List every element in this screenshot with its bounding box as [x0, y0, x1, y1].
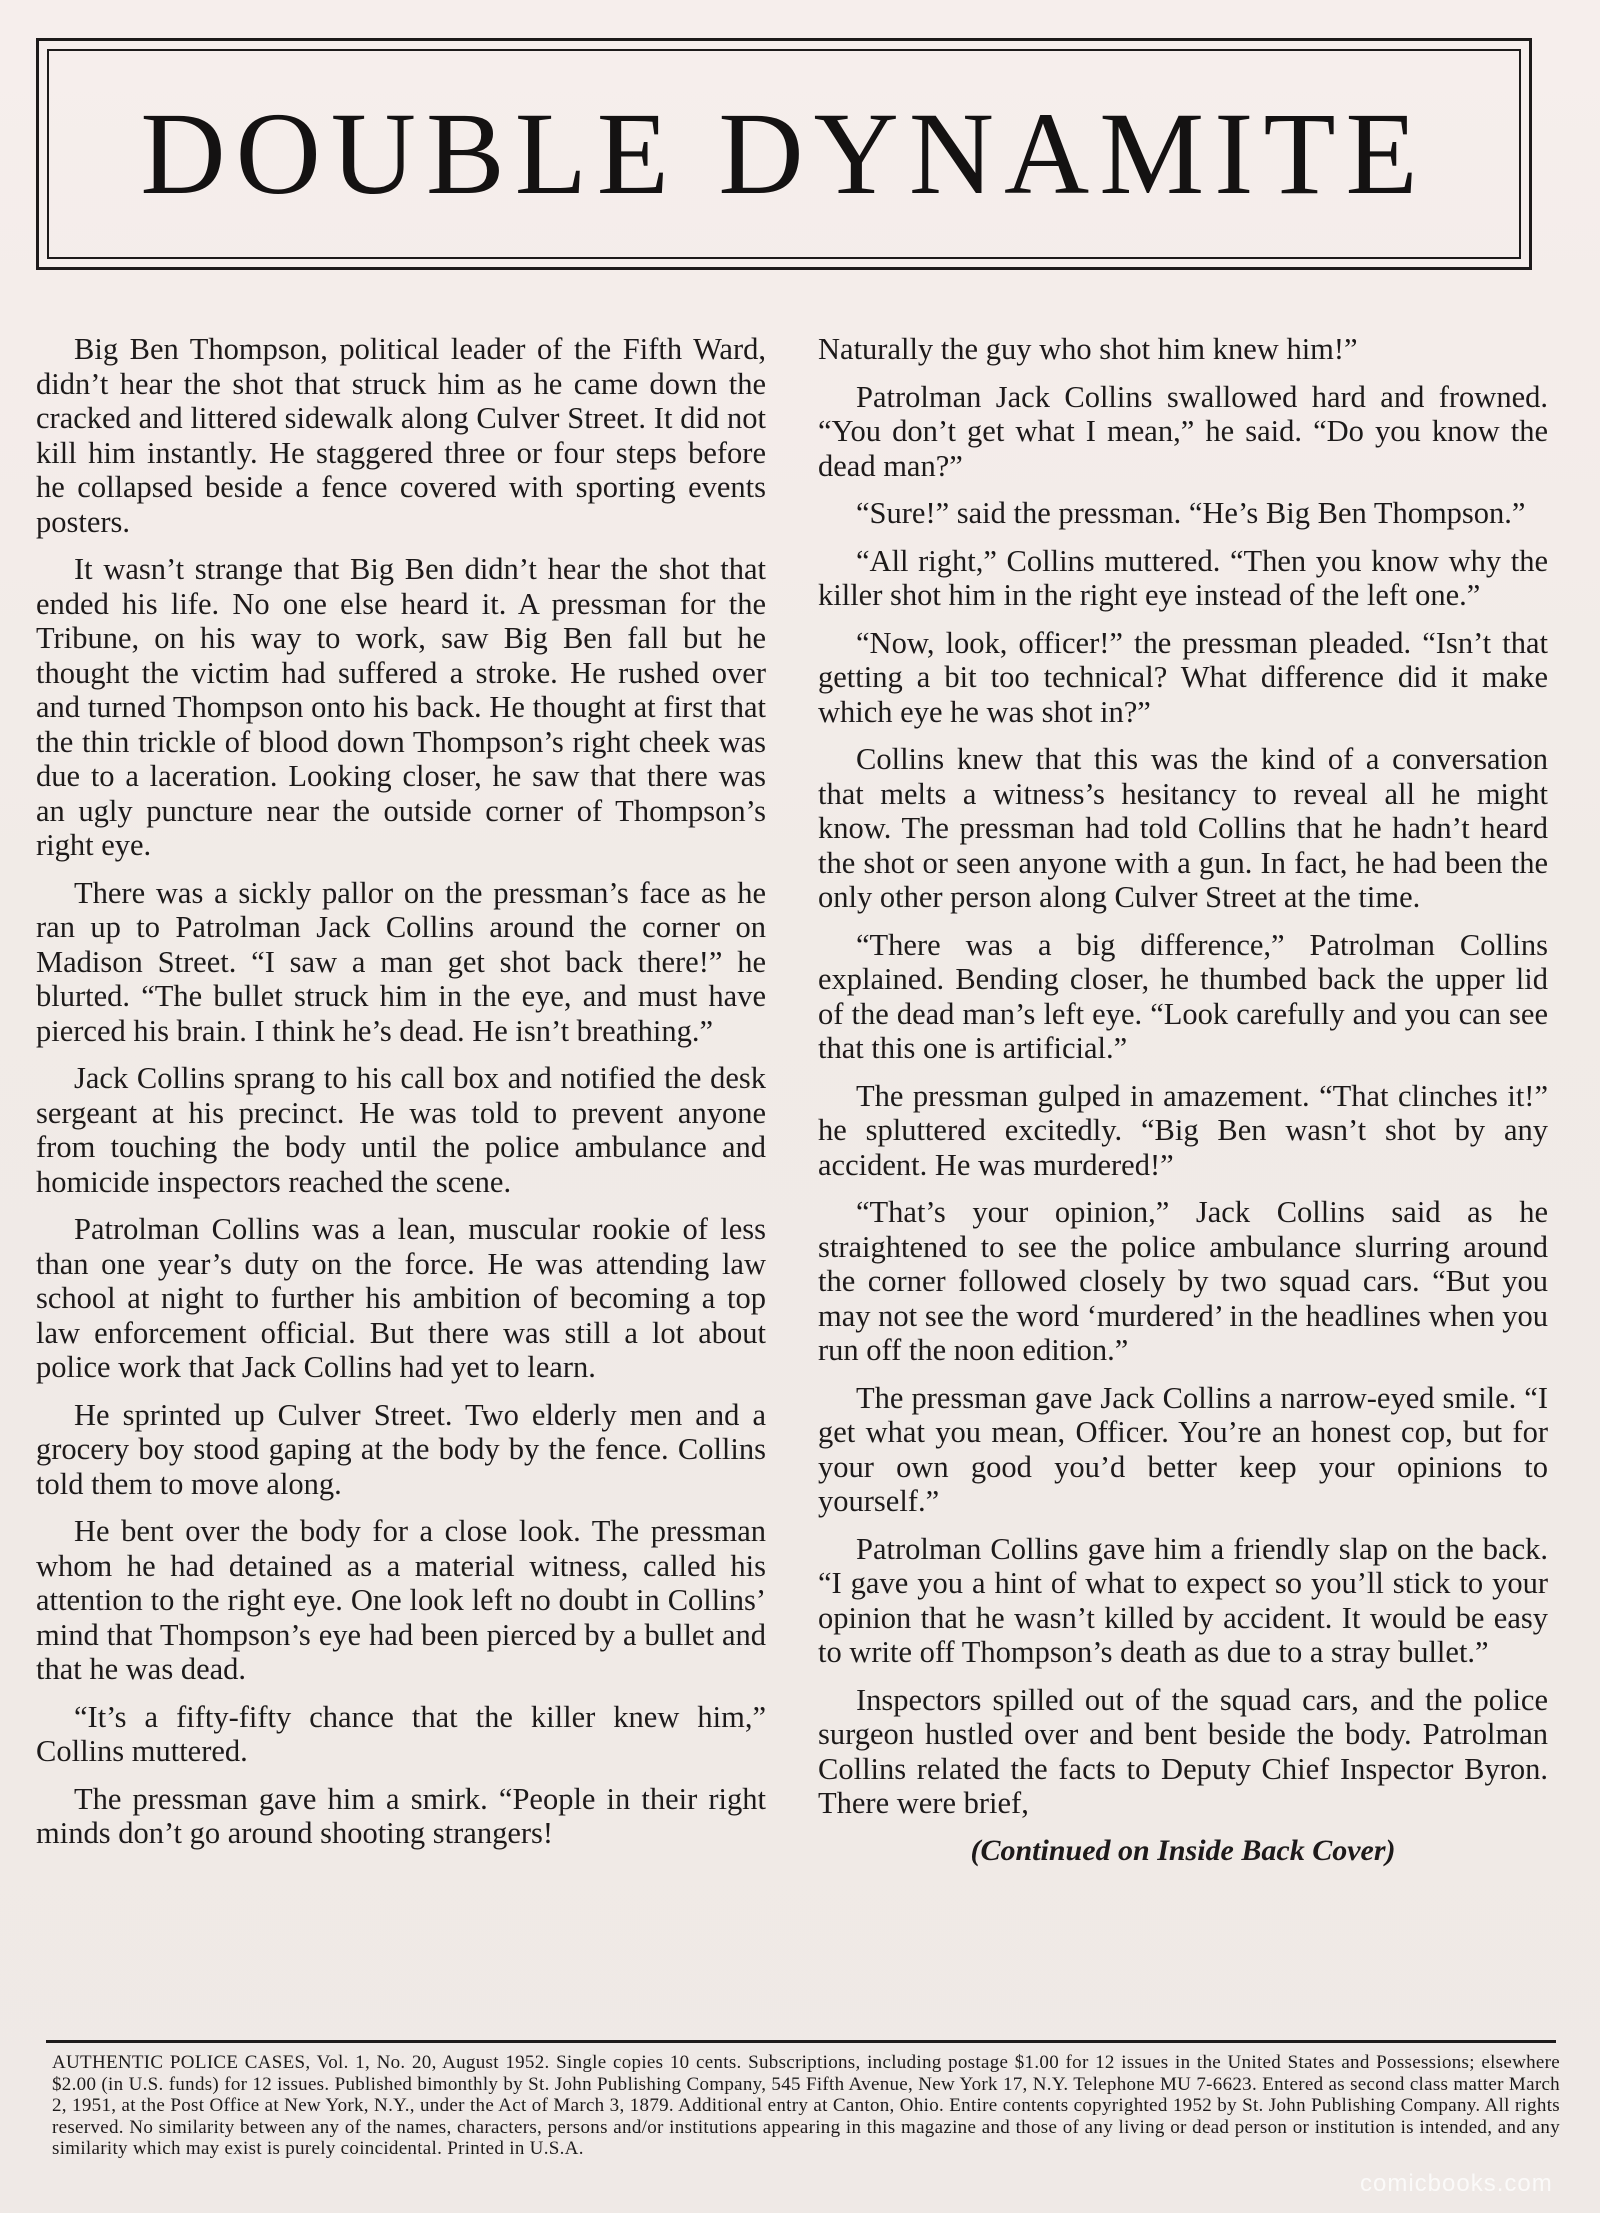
paragraph-continuation: Naturally the guy who shot him knew him!”	[818, 332, 1358, 366]
paragraph: Patrolman Collins gave him a friendly slap on the back. “I gave you a hint of what to expect so you’ll stick to your opinion that he wasn’t killed by accident. It would be easy to write off Thompson’s death as due to a stray bullet.”	[818, 1531, 1548, 1669]
title-frame-inner	[47, 49, 1521, 259]
paragraph: “Now, look, officer!” the pressman pleaded. “Isn’t that getting a bit too technical? What difference did it make which eye he was shot in?”	[818, 625, 1548, 729]
paragraph: “There was a big difference,” Patrolman Collins explained. Bending closer, he thumbed back the upper lid of the dead man’s left eye. “Look carefully and you can see that this one is artificial.”	[818, 927, 1548, 1065]
continued-notice: (Continued on Inside Back Cover)	[970, 1833, 1396, 1867]
title-frame	[36, 38, 1532, 270]
watermark: comicbooks.com	[1360, 2170, 1553, 2197]
left-column	[36, 332, 766, 1864]
paragraph: “That’s your opinion,” Jack Collins said as he straightened to see the police ambulance slurring around the corner followed closely by two squad cars. “But you may not see the word ‘murdered’ in the headlines when you run off the noon edition.”	[818, 1195, 1548, 1367]
paragraph: “Sure!” said the pressman. “He’s Big Ben Thompson.”	[856, 496, 1526, 530]
paragraph: The pressman gulped in amazement. “That clinches it!” he spluttered excitedly. “Big Ben wasn’t shot by any accident. He was murdered!”	[818, 1078, 1548, 1182]
story-title: DOUBLE DYNAMITE	[140, 88, 1428, 219]
paragraph: “It’s a fifty-fifty chance that the killer knew him,” Collins muttered.	[36, 1699, 766, 1768]
paragraph: Inspectors spilled out of the squad cars, and the police surgeon hustled over and bent beside the body. Patrolman Collins related the facts to Deputy Chief Inspector Byron. There were brief,	[818, 1682, 1548, 1820]
paragraph: He sprinted up Culver Street. Two elderly men and a grocery boy stood gaping at the body by the fence. Collins told them to move along.	[36, 1397, 766, 1501]
paragraph: Jack Collins sprang to his call box and notified the desk sergeant at his precinct. He was told to prevent anyone from touching the body until the police ambulance and homicide inspectors reached the scene.	[36, 1061, 766, 1199]
paragraph: “All right,” Collins muttered. “Then you know why the killer shot him in the right eye instead of the left one.”	[818, 543, 1548, 612]
paragraph: Collins knew that this was the kind of a conversation that melts a witness’s hesitancy to reveal all he might know. The pressman had told Collins that he hadn’t heard the shot or seen anyone with a gun. In fact, he had been the only other person along Culver Street at the time.	[818, 742, 1548, 914]
paragraph: The pressman gave him a smirk. “People in their right minds don’t go around shooting strangers!	[36, 1781, 766, 1850]
paragraph: Patrolman Collins was a lean, muscular rookie of less than one year’s duty on the force. He was attending law school at night to further his ambition of becoming a top law enforcement official. But there was still a lot about police work that Jack Collins had yet to learn.	[36, 1212, 766, 1384]
footer-divider	[46, 2040, 1556, 2043]
paragraph: Big Ben Thompson, political leader of the Fifth Ward, didn’t hear the shot that struck him as he came down the cracked and littered sidewalk along Culver Street. It did not kill him instantly. He staggered three or four steps before he collapsed beside a fence covered with sporting events posters.	[36, 332, 766, 539]
paragraph: Patrolman Jack Collins swallowed hard and frowned. “You don’t get what I mean,” he said. “Do you know the dead man?”	[818, 379, 1548, 483]
paragraph: It wasn’t strange that Big Ben didn’t hear the shot that ended his life. No one else heard it. A pressman for the Tribune, on his way to work, saw Big Ben fall but he thought the victim had suffered a stroke. He rushed over and turned Thompson onto his back. He thought at first that the thin trickle of blood down Thompson’s right cheek was due to a laceration. Looking closer, he saw that there was an ugly puncture near the outside corner of Thompson’s right eye.	[36, 552, 766, 862]
right-column	[818, 332, 1548, 1881]
publication-notice: AUTHENTIC POLICE CASES, Vol. 1, No. 20, August 1952. Single copies 10 cents. Subscriptions, including postage $1.00 for 12 issues in the United States and Possessions; elsewhere $2.00 (in U.S. funds) for 12 issues. Published bimonthly by St. John Publishing Company, 545 Fifth Avenue, New York 17, N.Y. Telephone MU 7-6623. Entered as second class matter March 2, 1951, at the Post Office at New York, N.Y., under the Act of March 3, 1879. Additional entry at Canton, Ohio. Entire contents copyrighted 1952 by St. John Publishing Company. All rights reserved. No similarity between any of the names, characters, persons and/or institutions appearing in this magazine and those of any living or dead person or institution is intended, and any similarity which may exist is purely coincidental. Printed in U.S.A.	[52, 2052, 1560, 2159]
paragraph: He bent over the body for a close look. The pressman whom he had detained as a material witness, called his attention to the right eye. One look left no doubt in Collins’ mind that Thompson’s eye had been pierced by a bullet and that he was dead.	[36, 1514, 766, 1686]
paragraph: There was a sickly pallor on the pressman’s face as he ran up to Patrolman Jack Collins around the corner on Madison Street. “I saw a man get shot back there!” he blurted. “The bullet struck him in the eye, and must have pierced his brain. I think he’s dead. He isn’t breathing.”	[36, 875, 766, 1048]
paragraph: The pressman gave Jack Collins a narrow-eyed smile. “I get what you mean, Officer. You’re an honest cop, but for your own good you’d better keep your opinions to yourself.”	[818, 1380, 1548, 1518]
